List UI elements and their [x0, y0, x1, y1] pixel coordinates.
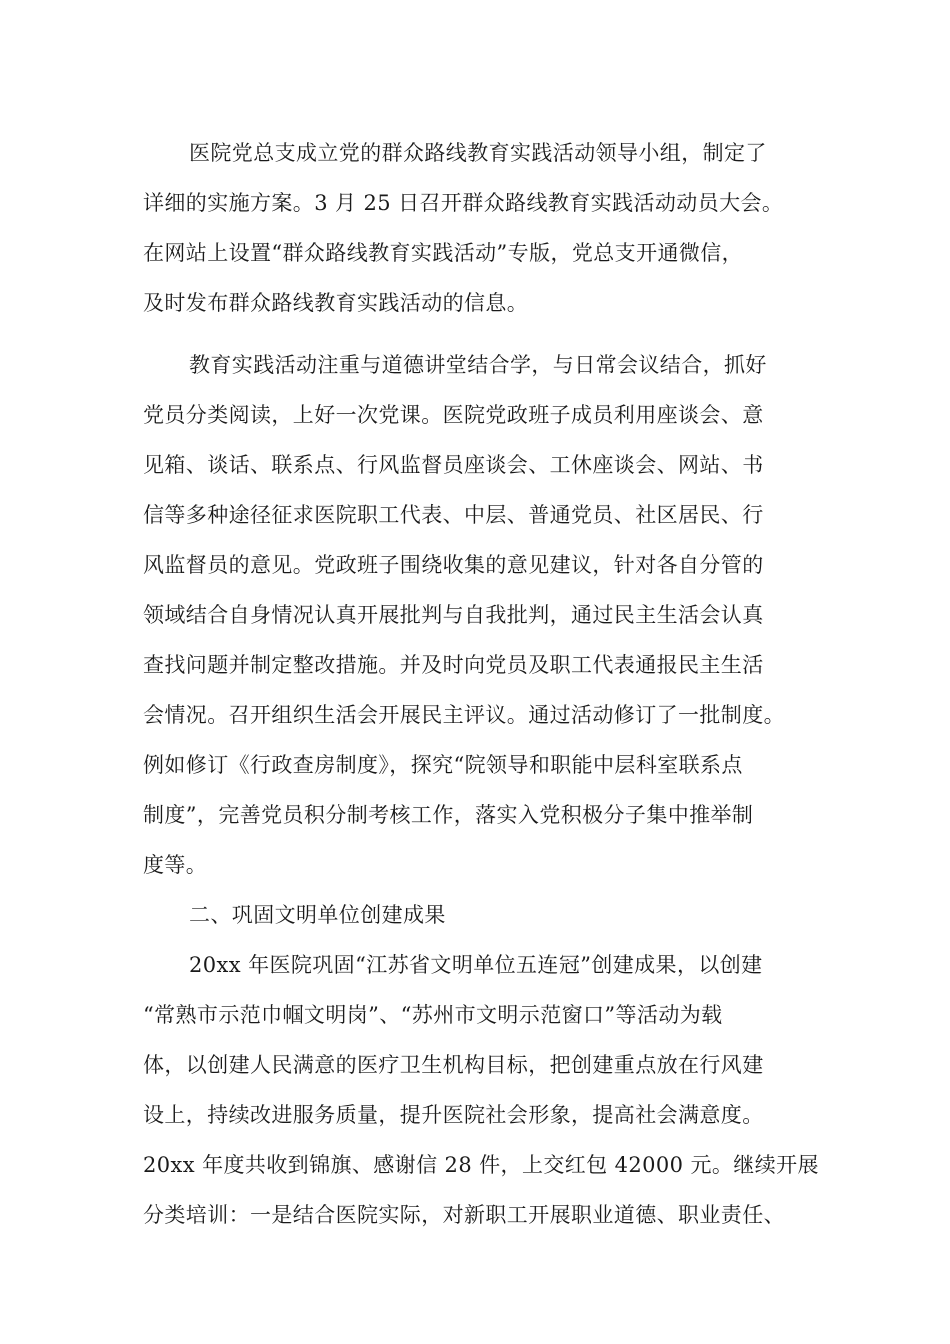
paragraph-1-line-4: 及时发布群众路线教育实践活动的信息。 [143, 291, 529, 315]
paragraph-3-line-6: 分类培训：一是结合医院实际，对新职工开展职业道德、职业责任、 [143, 1203, 785, 1227]
paragraph-3-line-2: “常熟市示范巾帼文明岗”、“苏州市文明示范窗口”等活动为载 [143, 1003, 723, 1027]
paragraph-2-line-4: 信等多种途径征求医院职工代表、中层、普通党员、社区居民、行 [143, 503, 764, 527]
paragraph-3-line-3: 体，以创建人民满意的医疗卫生机构目标，把创建重点放在行风建 [143, 1053, 764, 1077]
paragraph-2-line-10: 制度”，完善党员积分制考核工作，落实入党积极分子集中推举制 [143, 803, 754, 827]
paragraph-2-line-7: 查找问题并制定整改措施。并及时向党员及职工代表通报民主生活 [143, 653, 764, 677]
paragraph-2-line-8: 会情况。召开组织生活会开展民主评议。通过活动修订了一批制度。 [143, 703, 785, 727]
paragraph-2-line-9: 例如修订《行政查房制度》，探究“院领导和职能中层科室联系点 [143, 753, 743, 777]
paragraph-2-line-3: 见箱、谈话、联系点、行风监督员座谈会、工休座谈会、网站、书 [143, 453, 764, 477]
paragraph-2-line-11: 度等。 [143, 853, 208, 877]
section-heading: 二、巩固文明单位创建成果 [189, 903, 446, 927]
paragraph-2-line-1: 教育实践活动注重与道德讲堂结合学，与日常会议结合，抓好 [189, 353, 767, 377]
paragraph-3-line-4: 设上，持续改进服务质量，提升医院社会形象，提高社会满意度。 [143, 1103, 764, 1127]
paragraph-1-line-1: 医院党总支成立党的群众路线教育实践活动领导小组，制定了 [189, 141, 767, 165]
paragraph-3-line-5: 20xx 年度共收到锦旗、感谢信 28 件，上交红包 42000 元。继续开展 [143, 1153, 819, 1177]
paragraph-2-line-6: 领域结合自身情况认真开展批判与自我批判，通过民主生活会认真 [143, 603, 764, 627]
paragraph-3-line-1: 20xx 年医院巩固“江苏省文明单位五连冠”创建成果，以创建 [189, 953, 763, 977]
paragraph-1-line-3: 在网站上设置“群众路线教育实践活动”专版，党总支开通微信， [143, 241, 744, 265]
paragraph-2-line-2: 党员分类阅读，上好一次党课。医院党政班子成员利用座谈会、意 [143, 403, 764, 427]
document-body [143, 128, 833, 1240]
paragraph-1-line-2: 详细的实施方案。3 月 25 日召开群众路线教育实践活动动员大会。 [143, 191, 784, 215]
paragraph-2-line-5: 风监督员的意见。党政班子围绕收集的意见建议，针对各自分管的 [143, 553, 764, 577]
